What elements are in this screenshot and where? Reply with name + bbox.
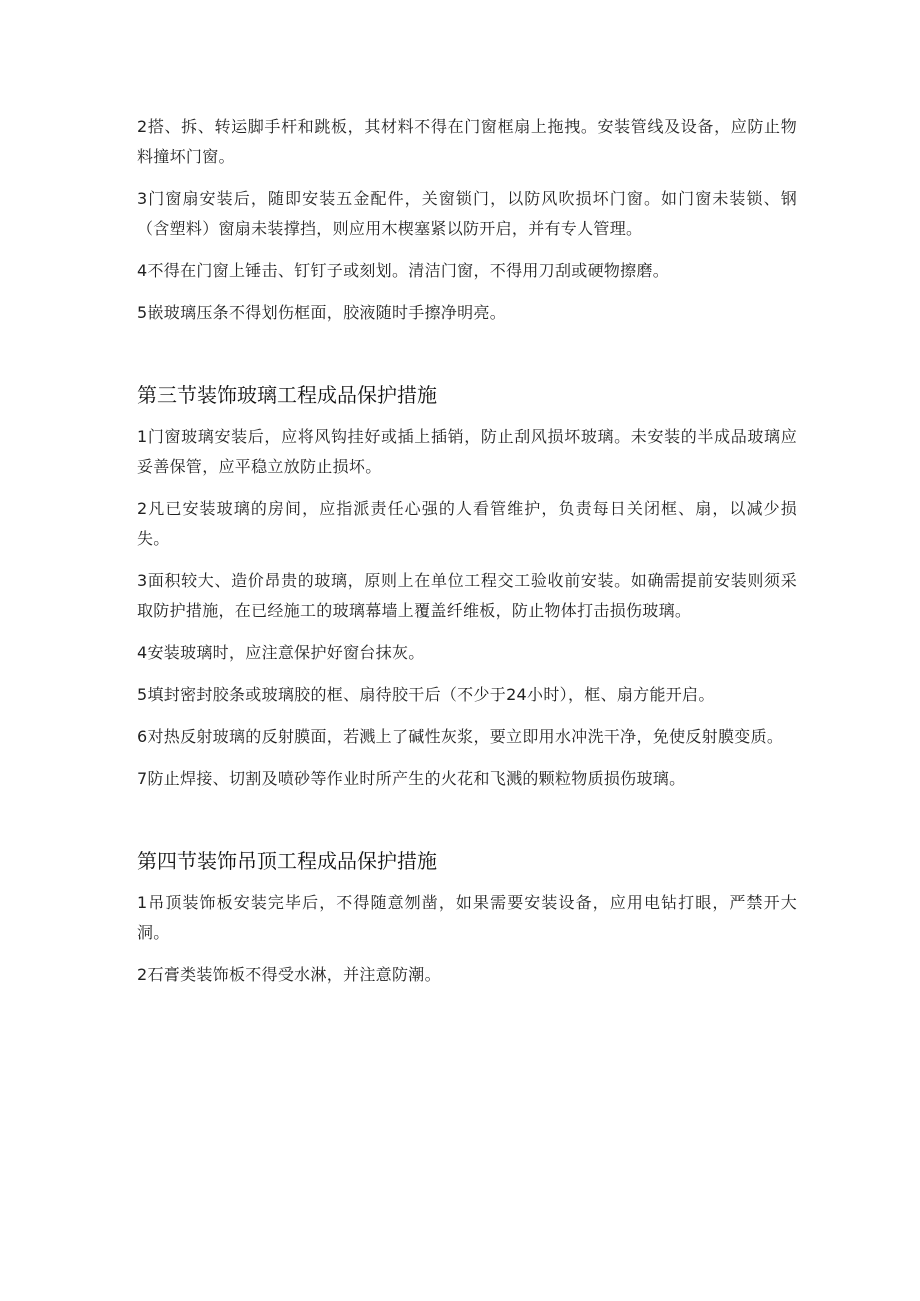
list-item: 1吊顶装饰板安装完毕后，不得随意刎凿，如果需要安装设备，应用电钻打眼，严禁开大洞。 (137, 893, 797, 942)
list-item: 7防止焊接、切割及喷砂等作业时所产生的火花和飞溅的颗粒物质损伤玻璃。 (137, 769, 686, 788)
section-heading: 第三节装饰玻璃工程成品保护措施 (137, 383, 437, 407)
list-item: 5嵌玻璃压条不得划伤框面，胶液随时手擦净明亮。 (137, 303, 507, 322)
list-item: 2搭、拆、转运脚手杆和跳板，其材料不得在门窗框扇上拖拽。安装管线及设备，应防止物料撞坏门窗。 (137, 117, 797, 166)
list-item: 4安装玻璃时，应注意保护好窗台抹灰。 (137, 643, 425, 662)
list-item: 5填封密封胶条或玻璃胶的框、扇待胶干后（不少于24小时），框、扇方能开启。 (137, 685, 715, 704)
list-item: 4不得在门窗上锤击、钉钉子或刻划。清洁门窗，不得用刀刮或硬物擦磨。 (137, 261, 670, 280)
list-item: 3面积较大、造价昂贵的玻璃，原则上在单位工程交工验收前安装。如确需提前安装则须采取防护措施，在已经施工的玻璃幕墙上覆盖纤维板，防止物体打击损伤玻璃。 (137, 571, 797, 620)
section-four (137, 846, 797, 990)
section-three (137, 380, 797, 794)
section-two-tail (137, 112, 797, 328)
list-item: 2石膏类装饰板不得受水淋，并注意防潮。 (137, 965, 441, 984)
list-item: 1门窗玻璃安装后，应将风钩挂好或插上插销，防止刮风损坏玻璃。未安装的半成品玻璃应妥善保管，应平稳立放防止损坏。 (137, 427, 797, 476)
list-item: 3门窗扇安装后，随即安装五金配件，关窗锁门，以防风吹损坏门窗。如门窗未装锁、钢（含塑料）窗扇未装撑挡，则应用木楔塞紧以防开启，并有专人管理。 (137, 189, 797, 238)
section-heading: 第四节装饰吊顶工程成品保护措施 (137, 849, 437, 873)
list-item: 6对热反射玻璃的反射膜面，若溅上了碱性灰浆，要立即用水冲洗干净，免使反射膜变质。 (137, 727, 784, 746)
document-page (137, 112, 797, 1002)
list-item: 2凡已安装玻璃的房间，应指派责任心强的人看管维护，负责每日关闭框、扇，以减少损失。 (137, 499, 797, 548)
